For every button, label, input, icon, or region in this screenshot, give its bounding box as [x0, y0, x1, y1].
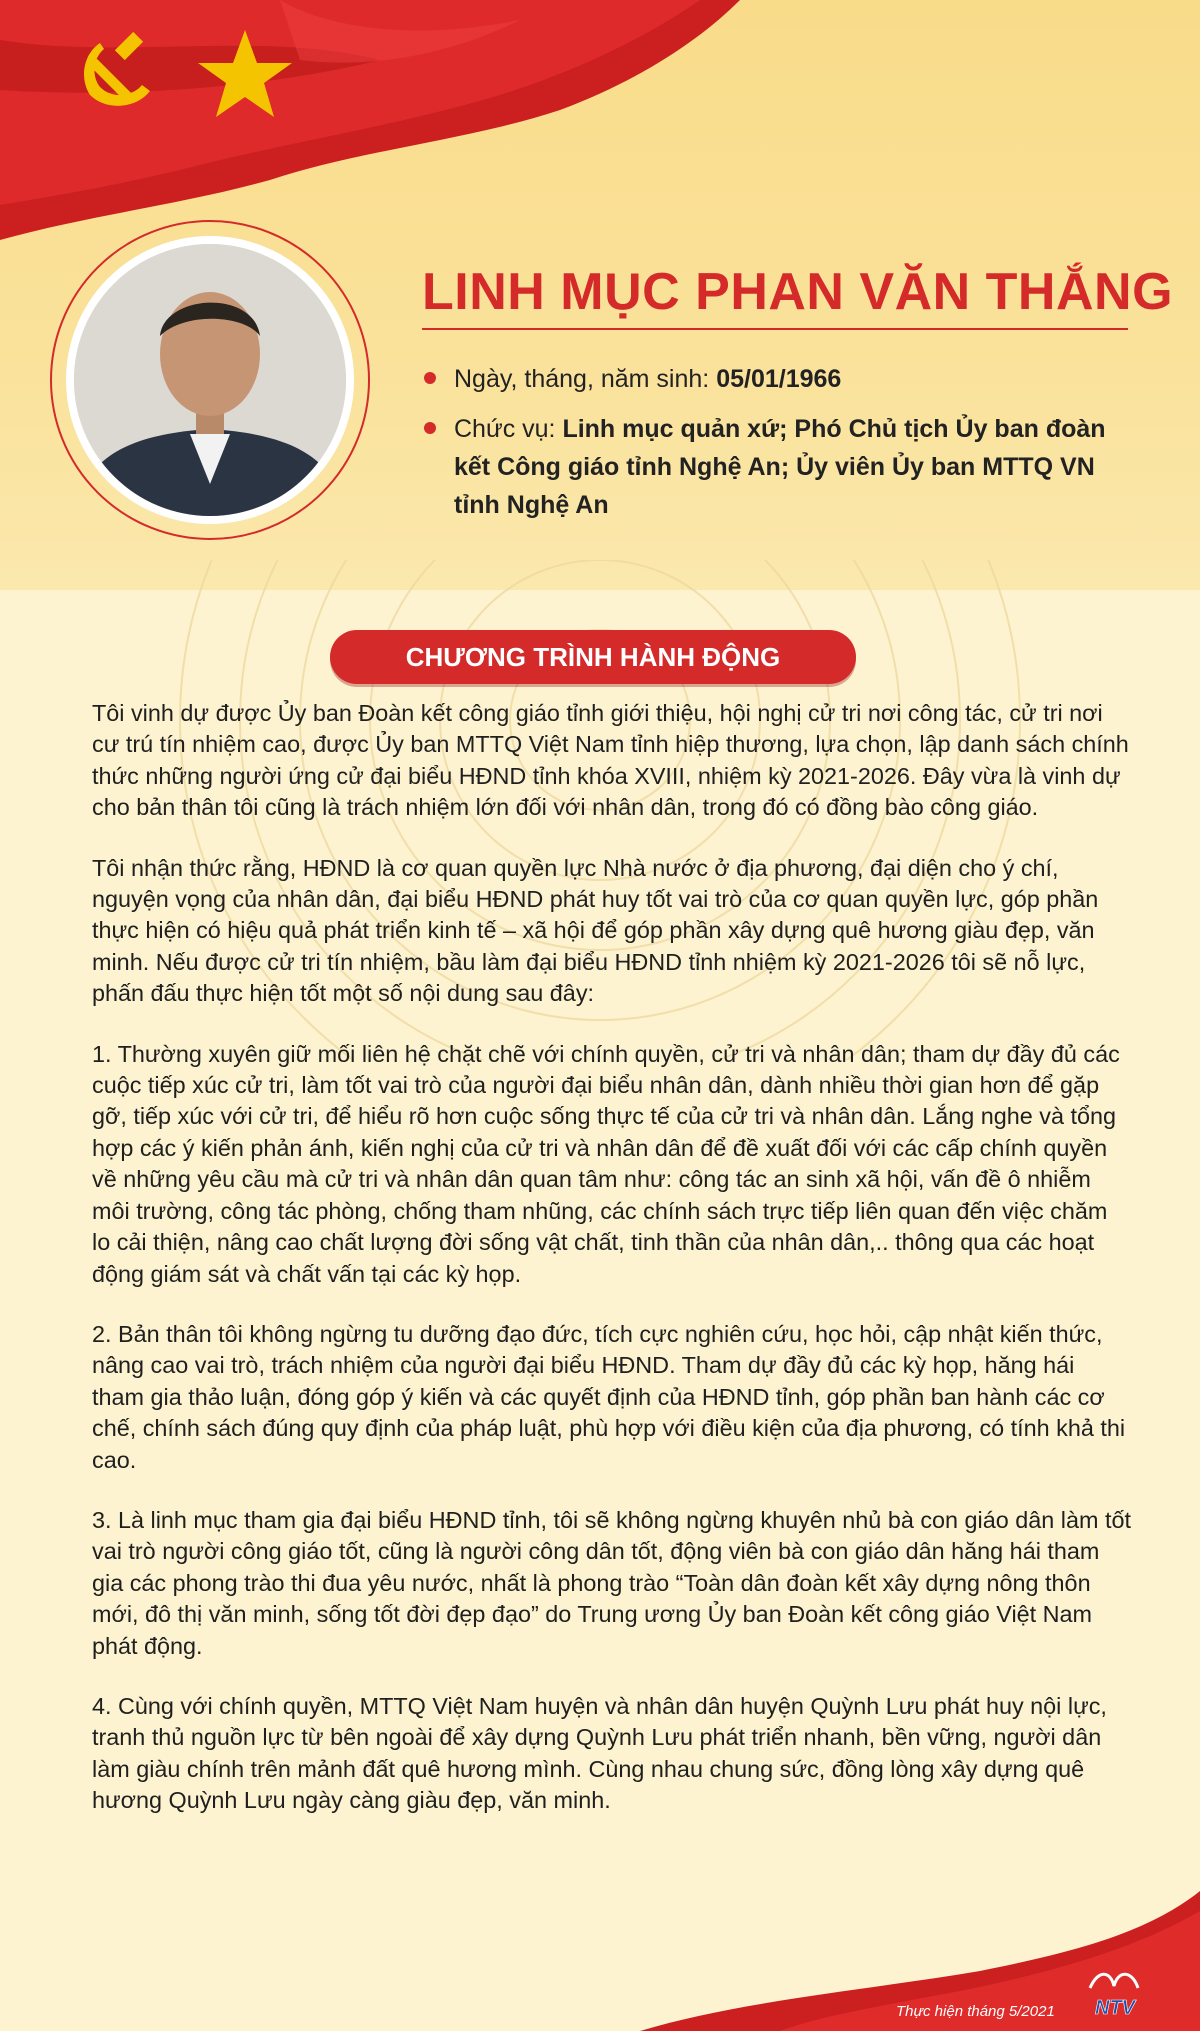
paragraph: 1. Thường xuyên giữ mối liên hệ chặt chẽ với chính quyền, cử tri và nhân dân; tham dự đầy đủ các cuộc tiếp xúc cử tri, làm tốt vai trò của người đại biểu nhân dân, dành nhiều thời gian hơn để gặp gỡ, tiếp xúc với cử tri, để hiểu rõ hơn cuộc sống thực tế của cử tri và nhân dân. Lắng nghe và tổng hợp các ý kiến phản ánh, kiến nghị của cử tri và nhân dân để đề xuất đối với các cấp chính quyền về những yêu cầu mà cử tri và nhân dân quan tâm như: công tác an sinh xã hội, vấn đề ô nhiễm môi trường, công tác phòng, chống tham nhũng, các chính sách trực tiếp liên quan đến việc chăm lo cải thiện, nâng cao chất lượng đời sống vật chất, tinh thần của nhân dân,.. thông qua các hoạt động giám sát và chất vấn tại các kỳ họp. [92, 1040, 1120, 1287]
name-underline [422, 328, 1128, 330]
paragraph: 2. Bản thân tôi không ngừng tu dưỡng đạo đức, tích cực nghiên cứu, học hỏi, cập nhật kiến thức, nâng cao vai trò, trách nhiệm của người đại biểu HĐND. Tham dự đầy đủ các kỳ họp, hăng hái tham gia thảo luận, đóng góp ý kiến và các quyết định của HĐND tỉnh, góp phần ban hành các cơ chế, chính sách đúng quy định của pháp luật, phù hợp với điều kiện của địa phương, có tính khả thi cao. [92, 1320, 1126, 1473]
position-info [422, 410, 1142, 524]
candidate-name: LINH MỤC PHAN VĂN THẮNG [422, 263, 1174, 321]
birth-label: Ngày, tháng, năm sinh: [454, 365, 717, 393]
portrait-photo [66, 236, 354, 524]
hammer-sickle-icon [84, 32, 150, 106]
paragraph: Tôi vinh dự được Ủy ban Đoàn kết công giáo tỉnh giới thiệu, hội nghị cử tri nơi công tác, cử tri nơi cư trú tín nhiệm cao, được Ủy ban MTTQ Việt Nam tỉnh hiệp thương, lựa chọn, lập danh sách chính thức những người ứng cử đại biểu HĐND tỉnh khóa XVIII, nhiệm kỳ 2021-2026. Đây vừa là vinh dự cho bản thân tôi cũng là trách nhiệm lớn đối với nhân dân, trong đó có đồng bào công giáo. [92, 700, 1129, 821]
footer-date: Thực hiện tháng 5/2021 [896, 2003, 1055, 2020]
gold-star-icon [198, 30, 292, 117]
paragraph: 3. Là linh mục tham gia đại biểu HĐND tỉnh, tôi sẽ không ngừng khuyên nhủ bà con giáo dân làm tốt vai trò người công giáo tốt, cũng là người công dân tốt, động viên bà con giáo dân hăng hái tham gia các phong trào thi đua yêu nước, nhất là phong trào “Toàn dân đoàn kết xây dựng nông thôn mới, đô thị văn minh, sống tốt đời đẹp đạo” do Trung ương Ủy ban Đoàn kết công giáo Việt Nam phát động. [92, 1506, 1131, 1659]
ntv-logo-icon [1080, 1970, 1150, 2020]
bullet-icon [424, 372, 436, 384]
birth-value: 05/01/1966 [716, 365, 842, 393]
paragraph: Tôi nhận thức rằng, HĐND là cơ quan quyền lực Nhà nước ở địa phương, đại diện cho ý chí, nguyện vọng của nhân dân, đại biểu HĐND phát huy tốt vai trò của cơ quan quyền lực, góp phần thực hiện có hiệu quả phát triển kinh tế – xã hội để góp phần xây dựng quê hương giàu đẹp, văn minh. Nếu được cử tri tín nhiệm, bầu làm đại biểu HĐND tỉnh nhiệm kỳ 2021-2026 tôi sẽ nỗ lực, phấn đấu thực hiện tốt một số nội dung sau đây: [92, 854, 1099, 1007]
portrait-frame [50, 220, 370, 540]
section-title: CHƯƠNG TRÌNH HÀNH ĐỘNG [330, 630, 856, 684]
profile-info [422, 360, 1142, 536]
action-program-text [92, 698, 1132, 1846]
bullet-icon [424, 422, 436, 434]
birth-info [422, 360, 1142, 398]
position-value: Linh mục quản xứ; Phó Chủ tịch Ủy ban đoàn kết Công giáo tỉnh Nghệ An; Ủy viên Ủy ban MTTQ VN tỉnh Nghệ An [454, 415, 1106, 519]
party-emblems [70, 25, 300, 120]
logo-text: NTV [1095, 1997, 1135, 2019]
paragraph: 4. Cùng với chính quyền, MTTQ Việt Nam huyện và nhân dân huyện Quỳnh Lưu phát huy nội lực, tranh thủ nguồn lực từ bên ngoài để xây dựng Quỳnh Lưu phát triển nhanh, bền vững, người dân làm giàu chính trên mảnh đất quê hương mình. Cùng nhau chung sức, đồng lòng xây dựng quê hương Quỳnh Lưu ngày càng giàu đẹp, văn minh. [92, 1692, 1107, 1814]
position-label: Chức vụ: [454, 415, 563, 443]
